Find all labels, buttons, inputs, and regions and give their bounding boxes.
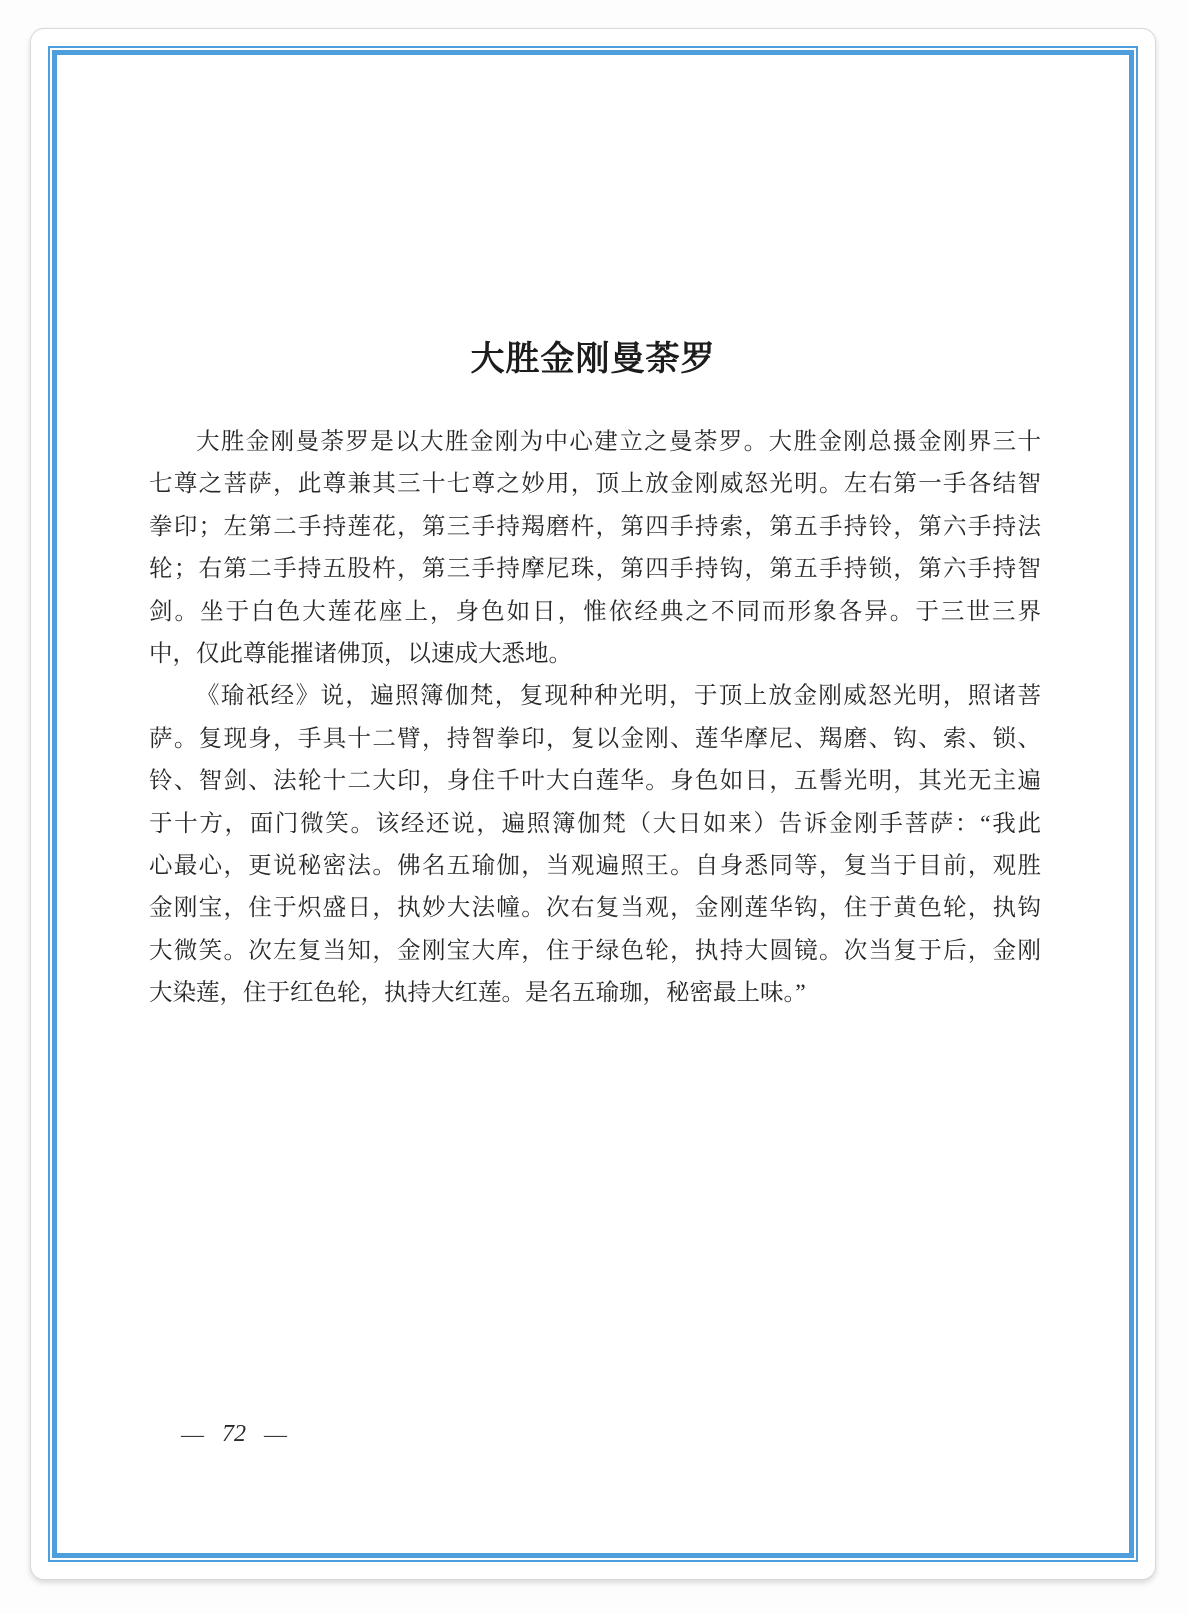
- body-line: 萨。复现身，手具十二臂，持智拳印，复以金刚、莲华摩尼、羯磨、钩、索、锁、: [149, 725, 1041, 752]
- body-line: 轮；右第二手持五股杵，第三手持摩尼珠，第四手持钩，第五手持锁，第六手持智: [149, 556, 1041, 583]
- footer-dash-right: —: [264, 1421, 287, 1447]
- page-title: 大胜金刚曼荼罗: [470, 341, 716, 378]
- body-line: 大微笑。次左复当知，金刚宝大库，住于绿色轮，执持大圆镜。次当复于后，金刚: [149, 937, 1041, 964]
- footer-dash-left: —: [181, 1421, 204, 1447]
- body-line: 大胜金刚曼荼罗是以大胜金刚为中心建立之曼荼罗。大胜金刚总摄金刚界三十: [196, 429, 1041, 455]
- page-number: 72: [222, 1421, 246, 1447]
- body-line: 《瑜祇经》说，遍照簿伽梵，复现种种光明，于顶上放金刚威怒光明，照诸菩: [196, 683, 1041, 710]
- body-line: 心最心，更说秘密法。佛名五瑜伽，当观遍照王。自身悉同等，复当于目前，观胜: [149, 852, 1041, 879]
- page-footer: [181, 1421, 287, 1448]
- body-line: 金刚宝，住于炽盛日，执妙大法幢。次右复当观，金刚莲华钩，住于黄色轮，执钩: [149, 895, 1041, 922]
- body-line: 铃、智剑、法轮十二大印，身住千叶大白莲华。身色如日，五髻光明，其光无主遍: [149, 768, 1041, 795]
- body-line: 大染莲，住于红色轮，执持大红莲。是名五瑜珈，秘密最上味。”: [149, 980, 806, 1007]
- body-text: [149, 421, 1041, 1014]
- body-line: 七尊之菩萨，此尊兼其三十七尊之妙用，顶上放金刚威怒光明。左右第一手各结智: [149, 471, 1041, 498]
- body-line: 于十方，面门微笑。该经还说，遍照簿伽梵（大日如来）告诉金刚手菩萨：“我此: [149, 810, 1041, 837]
- body-line: 剑。坐于白色大莲花座上，身色如日，惟依经典之不同而形象各异。于三世三界: [149, 598, 1041, 625]
- book-page: [30, 28, 1156, 1580]
- body-line: 中，仅此尊能摧诸佛顶，以速成大悉地。: [149, 640, 572, 667]
- body-line: 拳印；左第二手持莲花，第三手持羯磨杵，第四手持索，第五手持铃，第六手持法: [149, 513, 1041, 540]
